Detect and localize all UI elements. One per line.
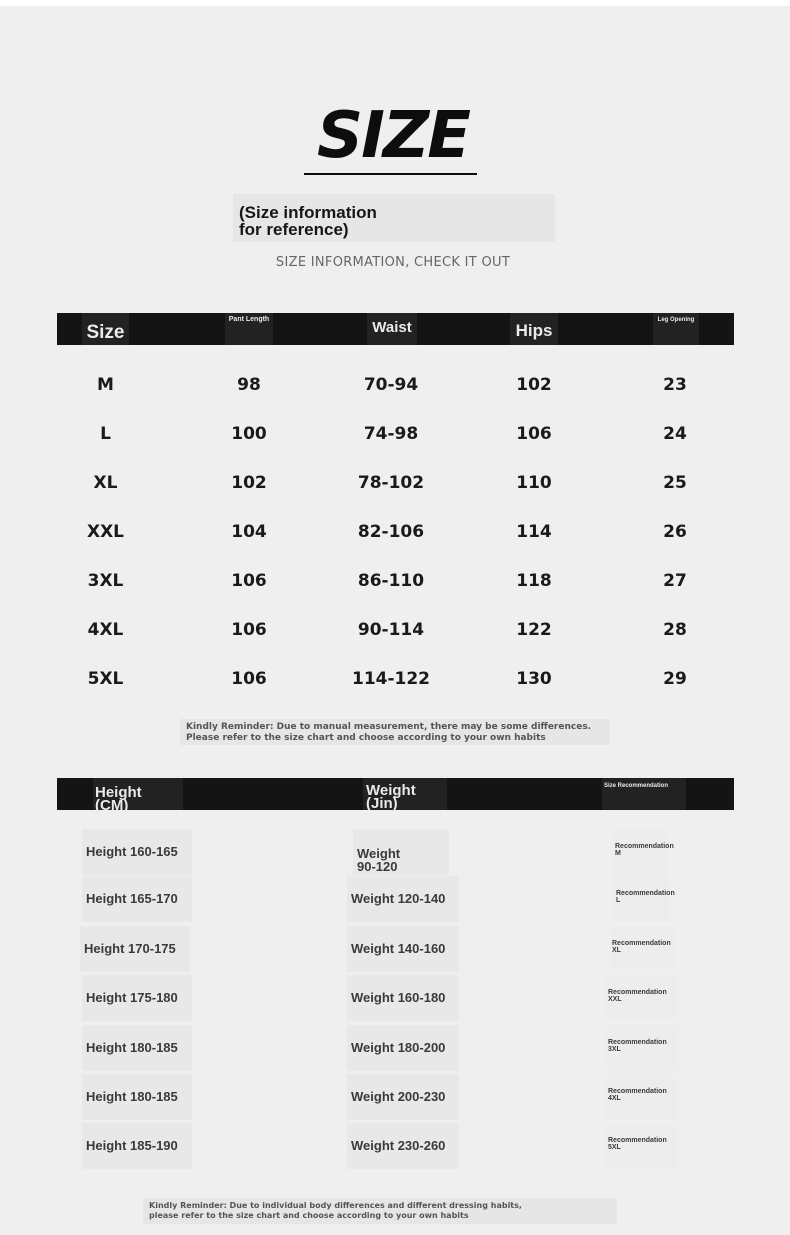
- waist-cell: 86-110: [357, 571, 425, 591]
- header-size-recommendation: [602, 778, 686, 810]
- weight-cell: [347, 876, 459, 922]
- height-text: Height 160-165: [86, 844, 178, 859]
- pant-length-cell: 106: [231, 669, 267, 689]
- leg-opening-cell: 27: [663, 571, 687, 591]
- header-weight: [363, 778, 447, 810]
- header-pant-length: [225, 313, 273, 345]
- waist-cell: 114-122: [351, 669, 431, 689]
- weight-cell: [347, 1025, 459, 1071]
- leg-opening-cell: 26: [663, 522, 687, 542]
- weight-text: Weight 200-230: [351, 1089, 446, 1104]
- table-row: [57, 606, 734, 655]
- recommendation-cell: [613, 829, 674, 875]
- weight-text: Weight 180-200: [351, 1040, 446, 1055]
- header-size: [82, 313, 129, 345]
- header-size-recommendation-label: Size Recommendation: [604, 783, 669, 789]
- recommendation-cell: [610, 926, 674, 972]
- recommendation-text: Recommendation M: [615, 843, 674, 857]
- size-chart-header: [57, 313, 734, 345]
- height-text: Height 185-190: [86, 1138, 178, 1153]
- waist-cell: 70-94: [363, 375, 419, 395]
- pant-length-cell: 100: [231, 424, 267, 444]
- size-cell: 4XL: [87, 620, 124, 640]
- header-waist: [367, 313, 417, 345]
- header-pant-length-label: Pant Length: [228, 316, 270, 323]
- recommendation-cell: [606, 1074, 678, 1120]
- waist-cell: 82-106: [357, 522, 425, 542]
- recommendation-text: Recommendation 4XL: [608, 1088, 667, 1102]
- weight-cell: [353, 829, 449, 875]
- header-waist-label: Waist: [372, 319, 412, 336]
- table-row: [57, 459, 734, 508]
- header-leg-opening-label: Leg Opening: [657, 317, 695, 323]
- size-cell: XXL: [86, 522, 125, 542]
- waist-cell: 78-102: [357, 473, 425, 493]
- recommendation-row: [57, 926, 734, 972]
- recommendation-text: Recommendation 3XL: [608, 1039, 667, 1053]
- weight-cell: [347, 926, 459, 972]
- size-cell: L: [100, 424, 111, 444]
- recommendation-text: Recommendation 5XL: [608, 1137, 667, 1151]
- height-text: Height 175-180: [86, 990, 178, 1005]
- subtitle: (Size information for reference): [239, 203, 377, 239]
- recommendation-row: [57, 1074, 734, 1120]
- height-cell: [82, 1074, 192, 1120]
- header-weight-label: Weight (Jin): [366, 782, 416, 812]
- header-height: [93, 778, 183, 814]
- size-cell: M: [97, 375, 114, 395]
- waist-cell: 74-98: [363, 424, 419, 444]
- recommendation-reminder: Kindly Reminder: Due to individual body differences and different dressing habits, please refer to the size chart and choose according to your own habits: [143, 1198, 617, 1224]
- leg-opening-cell: 25: [663, 473, 687, 493]
- hips-cell: 122: [516, 620, 552, 640]
- weight-text: Weight 140-160: [351, 941, 446, 956]
- size-cell: XL: [93, 473, 118, 493]
- weight-cell: [347, 1074, 459, 1120]
- page-title: SIZE: [316, 99, 470, 173]
- leg-opening-cell: 24: [663, 424, 687, 444]
- weight-cell: [347, 975, 459, 1021]
- leg-opening-cell: 28: [663, 620, 687, 640]
- recommendation-row: [57, 975, 734, 1021]
- table-row: [57, 410, 734, 459]
- height-text: Height 165-170: [86, 891, 178, 906]
- hips-cell: 102: [516, 375, 552, 395]
- size-cell: 3XL: [87, 571, 124, 591]
- recommendation-text: Recommendation XXL: [608, 989, 667, 1003]
- header-size-label: Size: [86, 322, 125, 343]
- header-hips: [510, 313, 558, 345]
- recommendation-row: [57, 1025, 734, 1071]
- recommendation-text: Recommendation XL: [612, 940, 671, 954]
- waist-cell: 90-114: [357, 620, 425, 640]
- leg-opening-cell: 29: [663, 669, 687, 689]
- recommendation-cell: [606, 975, 678, 1021]
- hips-cell: 106: [516, 424, 552, 444]
- height-cell: [82, 829, 192, 875]
- pant-length-cell: 98: [237, 375, 261, 395]
- size-cell: 5XL: [87, 669, 124, 689]
- recommendation-text: Recommendation L: [616, 890, 675, 904]
- pant-length-cell: 102: [231, 473, 267, 493]
- height-text: Height 180-185: [86, 1089, 178, 1104]
- recommendation-row: [57, 876, 734, 922]
- table-row: [57, 508, 734, 557]
- height-cell: [82, 975, 192, 1021]
- check-text: SIZE INFORMATION, CHECK IT OUT: [275, 255, 511, 270]
- table-row: [57, 361, 734, 410]
- table-row: [57, 655, 734, 704]
- hips-cell: 130: [516, 669, 552, 689]
- height-cell: [80, 926, 190, 972]
- header-hips-label: Hips: [515, 321, 553, 340]
- recommendation-cell: [614, 876, 675, 922]
- header-height-label: Height (CM): [95, 784, 142, 814]
- hips-cell: 114: [516, 522, 552, 542]
- recommendation-cell: [606, 1123, 678, 1169]
- hips-cell: 118: [516, 571, 552, 591]
- weight-text: Weight 160-180: [351, 990, 446, 1005]
- recommendation-header: [57, 778, 734, 814]
- height-text: Height 180-185: [86, 1040, 178, 1055]
- pant-length-cell: 106: [231, 571, 267, 591]
- pant-length-cell: 104: [231, 522, 267, 542]
- recommendation-row: [57, 1123, 734, 1169]
- hips-cell: 110: [516, 473, 552, 493]
- height-cell: [82, 876, 192, 922]
- weight-text: Weight 90-120: [357, 846, 401, 874]
- title-underline: [304, 173, 477, 175]
- header-leg-opening: [653, 313, 699, 345]
- recommendation-row: [57, 829, 734, 875]
- height-text: Height 170-175: [84, 941, 176, 956]
- height-cell: [82, 1123, 192, 1169]
- size-chart-reminder: Kindly Reminder: Due to manual measurement, there may be some differences. Please refer to the size chart and choose according to your own habits: [180, 719, 610, 745]
- height-cell: [82, 1025, 192, 1071]
- pant-length-cell: 106: [231, 620, 267, 640]
- weight-text: Weight 120-140: [351, 891, 446, 906]
- weight-cell: [347, 1123, 459, 1169]
- recommendation-cell: [606, 1025, 678, 1071]
- table-row: [57, 557, 734, 606]
- leg-opening-cell: 23: [663, 375, 687, 395]
- weight-text: Weight 230-260: [351, 1138, 446, 1153]
